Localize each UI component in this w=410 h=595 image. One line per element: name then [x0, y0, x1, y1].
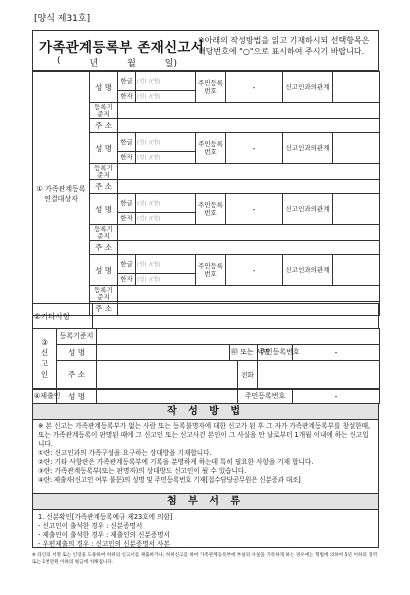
reporter-label [33, 329, 57, 389]
relation-field[interactable] [333, 194, 380, 225]
reg-base-field[interactable] [118, 164, 380, 180]
other-matters-label: ②기타사항 [33, 304, 93, 329]
reporter-rrn-field[interactable] [293, 345, 380, 361]
given-name-placeholder: /(명) [149, 277, 161, 283]
reporter-side-label: 신고인 [40, 347, 49, 379]
hanja-name-field[interactable] [136, 274, 196, 286]
report-date [57, 56, 177, 69]
given-name-placeholder: /(명) [149, 155, 161, 161]
target-persons-table [32, 71, 380, 316]
reporter-address-label: 주 소 [57, 361, 97, 389]
hangul-name-field[interactable] [136, 72, 196, 91]
reporter-name-label: 성 명 [57, 345, 97, 361]
given-name-placeholder: /(명) [149, 216, 161, 222]
address-label: 주 소 [90, 302, 118, 316]
reporter-phone-label: 전화 [238, 361, 258, 389]
given-name-placeholder: /(명) [149, 139, 161, 146]
reporter-rrn-dash: - [334, 348, 338, 357]
reporter-name-field[interactable] [97, 345, 230, 361]
writing-method-title: 작 성 방 법 [33, 404, 378, 420]
rrn-label: 주민등록번호 [196, 255, 226, 286]
hangul-label: 한글 [118, 255, 136, 274]
person-name-label: 성 명 [90, 133, 118, 164]
surname-placeholder: (성) [137, 261, 147, 268]
date-day: 일) [164, 59, 177, 69]
surname-placeholder: (성) [137, 139, 147, 146]
rrn-field[interactable] [226, 194, 283, 225]
address-label: 주 소 [90, 180, 118, 194]
submitter-label: ④제출인 [33, 390, 57, 404]
reporter-reg-base-field[interactable] [97, 329, 380, 345]
method-line: ③란: 가족관계등록부(또는 판명자)의 상대방도 신고인이 될 수 있습니다. [38, 467, 247, 475]
form-number: [양식 제31호] [34, 14, 91, 24]
address-field[interactable] [118, 119, 380, 133]
surname-placeholder: (성) [137, 216, 147, 222]
rrn-field[interactable] [226, 72, 283, 103]
rrn-field[interactable] [226, 255, 283, 286]
relation-field[interactable] [333, 72, 380, 103]
reg-base-label: 등록기준지 [90, 225, 118, 241]
hanja-label: 한자 [118, 91, 136, 103]
attachments-title: 첨 부 서 류 [33, 494, 378, 510]
attach-line: - 신고인이 출석한 경우 : 신분증명서 [38, 522, 143, 530]
hangul-name-field[interactable] [136, 133, 196, 152]
hanja-label: 한자 [118, 274, 136, 286]
reg-base-label: 등록기준지 [90, 286, 118, 302]
relation-label: 신고인과의관계 [283, 133, 333, 164]
rrn-dash: - [252, 82, 256, 92]
submitter-name-label: 성 명 [57, 390, 97, 404]
method-line: ※ 본 신고는 가족관계등록부가 없는 사람 또는 등록불명자에 대한 신고가 된 후 그 자가 가족관계등록부를 창설한때, 또는 가족관계등록이 판명된 때에 그 신고인 또는 신고사건 본인이 그 사실을 안 날로부터 1개월 이내에 하는 신고입니다. [38, 422, 371, 448]
rrn-field[interactable] [226, 133, 283, 164]
hangul-label: 한글 [118, 194, 136, 213]
attach-line: - 우편제출의 경우 : 신고인의 신분증명서 사본 [38, 540, 170, 548]
target-persons-text: ① 가족관계등록 연결대상자 [36, 184, 86, 203]
reporter-number: ③ [41, 337, 48, 347]
person-name-label: 성 명 [90, 194, 118, 225]
hanja-label: 한자 [118, 213, 136, 225]
attachments-body [33, 510, 378, 551]
date-year: 년 [89, 59, 99, 69]
legal-footnote: ※ 타인의 서명 또는 인장을 도용하여 허위의 신고서를 제출하거나, 허위신고를 하여 가족관계등록부에 부실의 사실을 기록하게 하는 경우에는 형법에 의하여 5년 이하의 징역 또는 1천만원 이하의 벌금에 처해집니다. [32, 553, 378, 565]
submitter-rrn-label: 주민등록번호 [238, 390, 293, 404]
reg-base-field[interactable] [118, 225, 380, 241]
hanja-name-field[interactable] [136, 91, 196, 103]
hanja-label: 한자 [118, 152, 136, 164]
reporter-table [32, 328, 380, 389]
hangul-name-field[interactable] [136, 194, 196, 213]
relation-label: 신고인과의관계 [283, 255, 333, 286]
reporter-rrn-label: 주민등록번호 [258, 345, 293, 361]
surname-placeholder: (성) [137, 94, 147, 100]
rrn-dash: - [252, 204, 256, 214]
relation-field[interactable] [333, 133, 380, 164]
reg-base-field[interactable] [118, 286, 380, 302]
submitter-table [32, 389, 380, 404]
hanja-name-field[interactable] [136, 152, 196, 164]
address-label: 주 소 [90, 241, 118, 255]
date-month: 월 [127, 59, 136, 69]
reg-base-field[interactable] [118, 103, 380, 119]
submitter-rrn-dash: - [334, 392, 338, 401]
hanja-name-field[interactable] [136, 213, 196, 225]
attach-line: 1. 신분확인[가족관계등록예규 제23호에 의함] [38, 513, 173, 521]
rrn-label: 주민등록번호 [196, 133, 226, 164]
instruction-note: ※아래의 작성방법을 읽고 기재하시되 선택항목은 해당번호에 "○"으로 표시하여 주시기 바랍니다. [194, 30, 379, 71]
reporter-phone-field[interactable] [258, 361, 380, 389]
address-field[interactable] [118, 180, 380, 194]
surname-placeholder: (성) [137, 200, 147, 207]
surname-placeholder: (성) [137, 155, 147, 161]
other-matters-table [32, 303, 379, 329]
relation-label: 신고인과의관계 [283, 72, 333, 103]
hangul-label: 한글 [118, 72, 136, 91]
writing-method-body [33, 420, 378, 487]
address-label: 주 소 [90, 119, 118, 133]
seal-or-signature[interactable]: ㊞ 또는 서명 [230, 345, 258, 361]
relation-field[interactable] [333, 255, 380, 286]
surname-placeholder: (성) [137, 277, 147, 283]
writing-method-section [32, 403, 379, 493]
rrn-dash: - [252, 265, 256, 275]
rrn-dash: - [252, 143, 256, 153]
submitter-name-field[interactable] [97, 390, 238, 404]
other-matters-field[interactable] [93, 304, 379, 329]
reporter-address-field[interactable] [97, 361, 238, 389]
method-line: ②란: 기타 사항란은 가족관계등록부에 기록을 분명하게 하는데 특히 필요한 사항을 기재 합니다. [38, 458, 314, 466]
target-persons-label [33, 72, 90, 316]
method-line: ④란: 제출자(신고인 여부 불문)의 성명 및 주민등록번호 기재[접수담당공무원은 신분증과 대조] [38, 476, 301, 484]
attachments-section [32, 493, 379, 548]
hangul-name-field[interactable] [136, 255, 196, 274]
person-name-label: 성 명 [90, 72, 118, 103]
reg-base-label: 등록기준지 [90, 164, 118, 180]
address-field[interactable] [118, 241, 380, 255]
relation-label: 신고인과의관계 [283, 194, 333, 225]
method-line: ①란: 신고인과의 가족구성을 요구하는 상대방을 기재합니다. [38, 449, 212, 457]
given-name-placeholder: /(명) [149, 200, 161, 207]
given-name-placeholder: /(명) [149, 78, 161, 85]
form-title: 가족관계등록부 존재신고서 [39, 40, 205, 56]
hangul-label: 한글 [118, 133, 136, 152]
person-name-label: 성 명 [90, 255, 118, 286]
rrn-label: 주민등록번호 [196, 194, 226, 225]
reporter-reg-base-label: 등록기준지 [57, 329, 97, 345]
title-box [32, 30, 205, 71]
date-open: ( [57, 56, 61, 66]
attach-line: - 제출인이 출석한 경우 : 제출인의 신분증명서 [38, 531, 170, 539]
submitter-rrn-field[interactable] [293, 390, 380, 404]
given-name-placeholder: /(명) [149, 94, 161, 100]
surname-placeholder: (성) [137, 78, 147, 85]
reg-base-label: 등록기준지 [90, 103, 118, 119]
rrn-label: 주민등록번호 [196, 72, 226, 103]
given-name-placeholder: /(명) [149, 261, 161, 268]
